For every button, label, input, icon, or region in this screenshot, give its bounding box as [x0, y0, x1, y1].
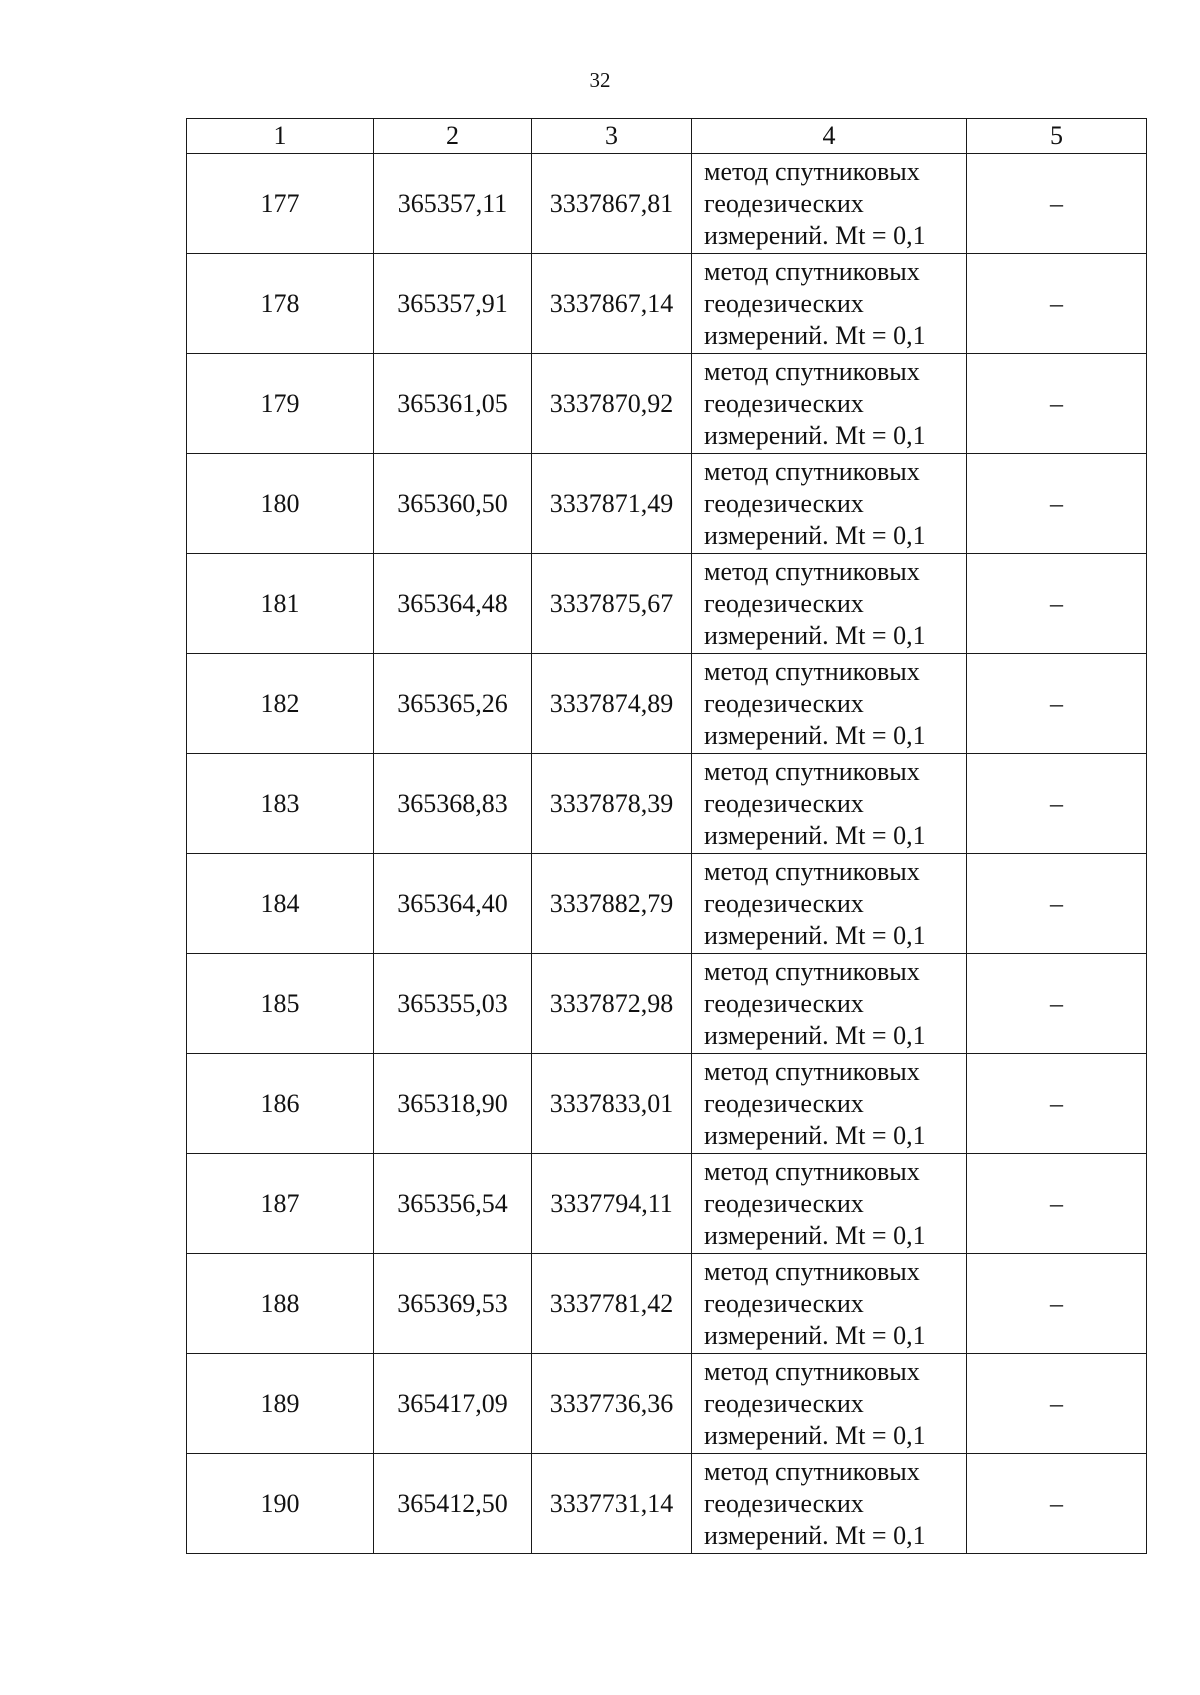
table-row — [187, 454, 1147, 554]
point-number-cell: 184 — [187, 854, 374, 954]
note-cell: – — [967, 1454, 1147, 1554]
point-number-cell: 189 — [187, 1354, 374, 1454]
column-header-4: 4 — [692, 119, 967, 154]
y-coordinate-cell: 3337731,14 — [532, 1454, 692, 1554]
page-number: 32 — [589, 68, 611, 92]
y-coordinate-cell: 3337871,49 — [532, 454, 692, 554]
point-number-cell: 187 — [187, 1154, 374, 1254]
table-row — [187, 1154, 1147, 1254]
y-coordinate-cell: 3337870,92 — [532, 354, 692, 454]
method-cell — [692, 254, 967, 354]
x-coordinate-cell: 365318,90 — [374, 1054, 532, 1154]
column-header-2: 2 — [374, 119, 532, 154]
y-coordinate-cell: 3337867,81 — [532, 154, 692, 254]
method-line: геодезических — [704, 1188, 864, 1218]
method-cell — [692, 1154, 967, 1254]
column-header-1: 1 — [187, 119, 374, 154]
method-line: метод спутниковых — [704, 856, 920, 886]
y-coordinate-cell: 3337872,98 — [532, 954, 692, 1054]
point-number-cell: 188 — [187, 1254, 374, 1354]
method-line: метод спутниковых — [704, 656, 920, 686]
point-number-cell: 177 — [187, 154, 374, 254]
method-line: геодезических — [704, 888, 864, 918]
method-line: измерений. Mt = 0,1 — [704, 620, 926, 650]
method-line: измерений. Mt = 0,1 — [704, 1020, 926, 1050]
x-coordinate-cell: 365357,11 — [374, 154, 532, 254]
method-line: геодезических — [704, 188, 864, 218]
y-coordinate-cell: 3337878,39 — [532, 754, 692, 854]
method-line: измерений. Mt = 0,1 — [704, 1420, 926, 1450]
method-cell — [692, 454, 967, 554]
point-number-cell: 190 — [187, 1454, 374, 1554]
table-row — [187, 1254, 1147, 1354]
column-header-3: 3 — [532, 119, 692, 154]
table-row — [187, 1454, 1147, 1554]
table-row — [187, 854, 1147, 954]
point-number-cell: 183 — [187, 754, 374, 854]
note-cell: – — [967, 654, 1147, 754]
note-cell: – — [967, 254, 1147, 354]
method-line: метод спутниковых — [704, 556, 920, 586]
method-line: измерений. Mt = 0,1 — [704, 1120, 926, 1150]
point-number-cell: 185 — [187, 954, 374, 1054]
y-coordinate-cell: 3337794,11 — [532, 1154, 692, 1254]
point-number-cell: 181 — [187, 554, 374, 654]
method-line: геодезических — [704, 1288, 864, 1318]
method-line: метод спутниковых — [704, 1356, 920, 1386]
point-number-cell: 178 — [187, 254, 374, 354]
method-line: геодезических — [704, 1488, 864, 1518]
method-line: измерений. Mt = 0,1 — [704, 1520, 926, 1550]
table-row — [187, 1054, 1147, 1154]
x-coordinate-cell: 365364,40 — [374, 854, 532, 954]
method-line: метод спутниковых — [704, 1156, 920, 1186]
point-number-cell: 186 — [187, 1054, 374, 1154]
table-row — [187, 154, 1147, 254]
table-row — [187, 354, 1147, 454]
note-cell: – — [967, 954, 1147, 1054]
table-row — [187, 754, 1147, 854]
table-row — [187, 1354, 1147, 1454]
table-row — [187, 954, 1147, 1054]
point-number-cell: 179 — [187, 354, 374, 454]
table-row — [187, 654, 1147, 754]
x-coordinate-cell: 365356,54 — [374, 1154, 532, 1254]
point-number-cell: 180 — [187, 454, 374, 554]
method-line: измерений. Mt = 0,1 — [704, 1220, 926, 1250]
method-line: метод спутниковых — [704, 956, 920, 986]
method-cell — [692, 954, 967, 1054]
note-cell: – — [967, 1054, 1147, 1154]
method-line: геодезических — [704, 988, 864, 1018]
method-line: метод спутниковых — [704, 356, 920, 386]
x-coordinate-cell: 365365,26 — [374, 654, 532, 754]
x-coordinate-cell: 365368,83 — [374, 754, 532, 854]
coordinates-table — [186, 118, 1147, 1554]
x-coordinate-cell: 365355,03 — [374, 954, 532, 1054]
x-coordinate-cell: 365412,50 — [374, 1454, 532, 1554]
method-line: измерений. Mt = 0,1 — [704, 1320, 926, 1350]
method-cell — [692, 354, 967, 454]
method-line: измерений. Mt = 0,1 — [704, 820, 926, 850]
method-line: геодезических — [704, 588, 864, 618]
x-coordinate-cell: 365357,91 — [374, 254, 532, 354]
method-cell — [692, 1054, 967, 1154]
table-row — [187, 554, 1147, 654]
note-cell: – — [967, 1354, 1147, 1454]
method-line: геодезических — [704, 688, 864, 718]
method-line: геодезических — [704, 288, 864, 318]
y-coordinate-cell: 3337867,14 — [532, 254, 692, 354]
method-line: измерений. Mt = 0,1 — [704, 320, 926, 350]
method-line: геодезических — [704, 488, 864, 518]
x-coordinate-cell: 365417,09 — [374, 1354, 532, 1454]
method-line: измерений. Mt = 0,1 — [704, 420, 926, 450]
y-coordinate-cell: 3337736,36 — [532, 1354, 692, 1454]
x-coordinate-cell: 365361,05 — [374, 354, 532, 454]
method-line: измерений. Mt = 0,1 — [704, 720, 926, 750]
method-line: измерений. Mt = 0,1 — [704, 220, 926, 250]
y-coordinate-cell: 3337781,42 — [532, 1254, 692, 1354]
header-row — [187, 119, 1147, 154]
note-cell: – — [967, 854, 1147, 954]
method-cell — [692, 1354, 967, 1454]
method-line: геодезических — [704, 1388, 864, 1418]
note-cell: – — [967, 154, 1147, 254]
method-line: метод спутниковых — [704, 256, 920, 286]
method-cell — [692, 1454, 967, 1554]
table-body — [187, 154, 1147, 1554]
note-cell: – — [967, 1254, 1147, 1354]
point-number-cell: 182 — [187, 654, 374, 754]
method-line: измерений. Mt = 0,1 — [704, 520, 926, 550]
method-line: геодезических — [704, 388, 864, 418]
method-line: метод спутниковых — [704, 1056, 920, 1086]
method-line: метод спутниковых — [704, 456, 920, 486]
note-cell: – — [967, 454, 1147, 554]
method-line: метод спутниковых — [704, 1456, 920, 1486]
note-cell: – — [967, 1154, 1147, 1254]
method-line: измерений. Mt = 0,1 — [704, 920, 926, 950]
method-line: геодезических — [704, 788, 864, 818]
method-line: геодезических — [704, 1088, 864, 1118]
x-coordinate-cell: 365360,50 — [374, 454, 532, 554]
y-coordinate-cell: 3337833,01 — [532, 1054, 692, 1154]
note-cell: – — [967, 754, 1147, 854]
method-cell — [692, 554, 967, 654]
method-cell — [692, 654, 967, 754]
method-cell — [692, 1254, 967, 1354]
column-header-5: 5 — [967, 119, 1147, 154]
y-coordinate-cell: 3337882,79 — [532, 854, 692, 954]
method-cell — [692, 854, 967, 954]
method-cell — [692, 754, 967, 854]
table-row — [187, 254, 1147, 354]
method-line: метод спутниковых — [704, 756, 920, 786]
x-coordinate-cell: 365364,48 — [374, 554, 532, 654]
method-line: метод спутниковых — [704, 1256, 920, 1286]
method-cell — [692, 154, 967, 254]
note-cell: – — [967, 554, 1147, 654]
y-coordinate-cell: 3337875,67 — [532, 554, 692, 654]
y-coordinate-cell: 3337874,89 — [532, 654, 692, 754]
x-coordinate-cell: 365369,53 — [374, 1254, 532, 1354]
note-cell: – — [967, 354, 1147, 454]
method-line: метод спутниковых — [704, 156, 920, 186]
